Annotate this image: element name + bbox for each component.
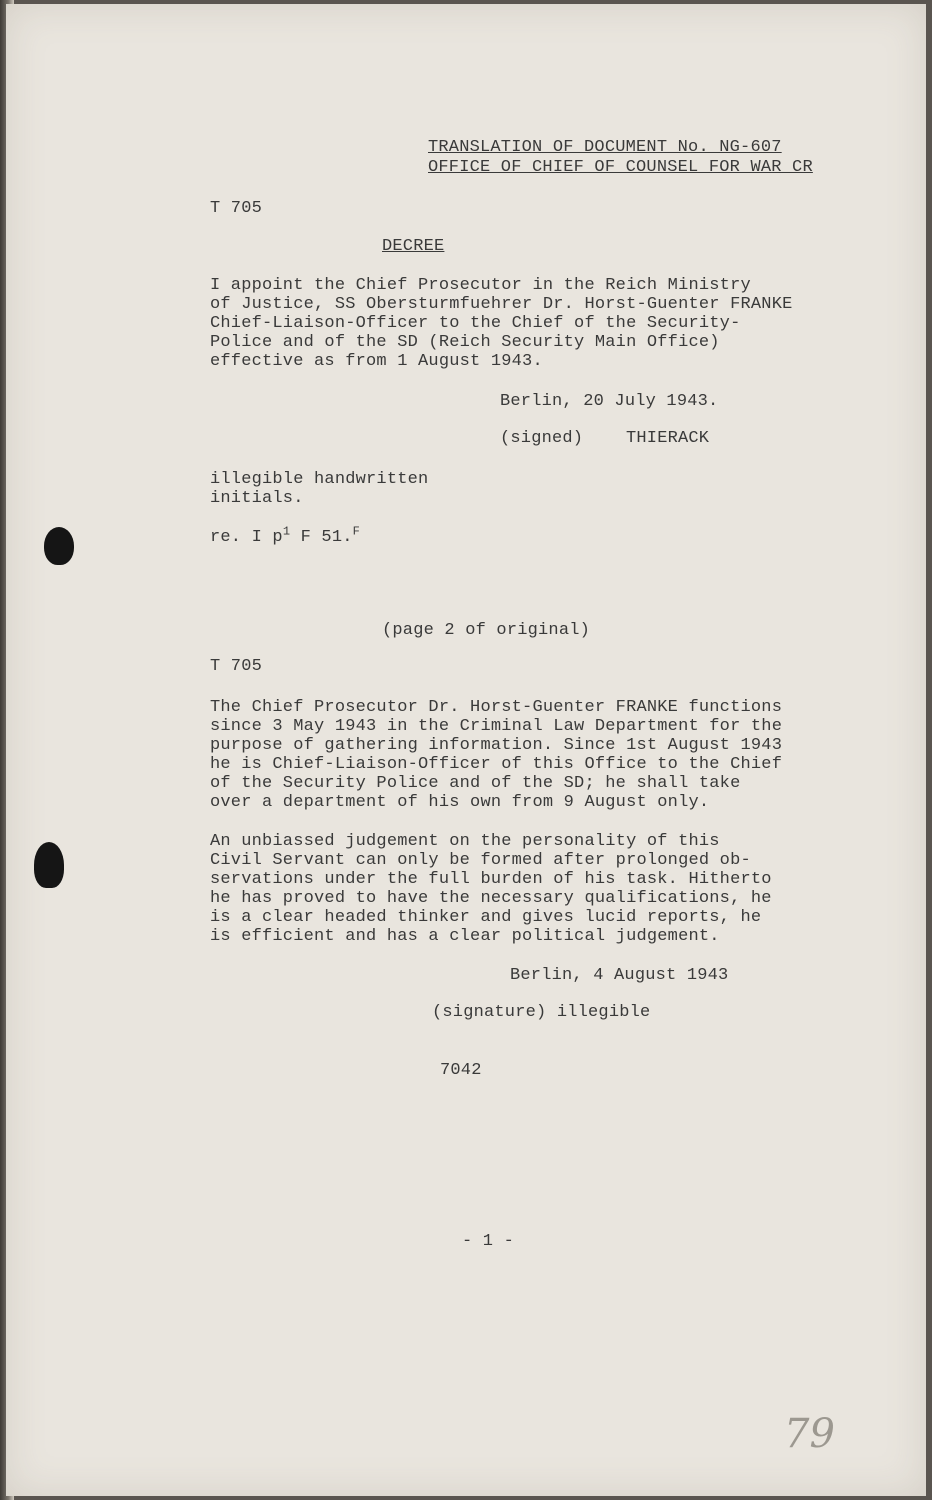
signed-name: THIERACK: [626, 429, 710, 448]
document-page: [6, 4, 926, 1496]
decree-line: I appoint the Chief Prosecutor in the Reich Ministry: [210, 276, 751, 295]
punch-hole: [44, 527, 74, 565]
file-reference: [210, 524, 361, 547]
paragraph-line: is efficient and has a clear political judgement.: [210, 927, 720, 946]
decree-line: Chief-Liaison-Officer to the Chief of the Security-: [210, 314, 741, 333]
initials-note: initials.: [210, 489, 304, 508]
decree-line: of Justice, SS Obersturmfuehrer Dr. Horst-Guenter FRANKE: [210, 295, 793, 314]
reference-number-2: T 705: [210, 657, 263, 676]
header-line-1: TRANSLATION OF DOCUMENT No. NG-607: [428, 138, 782, 157]
place-date: Berlin, 20 July 1943.: [500, 392, 719, 411]
paragraph-line: over a department of his own from 9 August only.: [210, 793, 710, 812]
decree-line: effective as from 1 August 1943.: [210, 352, 543, 371]
paragraph-line: An unbiassed judgement on the personality of this: [210, 832, 720, 851]
paragraph-line: purpose of gathering information. Since 1st August 1943: [210, 736, 783, 755]
place-date-2: Berlin, 4 August 1943: [510, 966, 729, 985]
reference-number: T 705: [210, 199, 263, 218]
initials-note: illegible handwritten: [210, 470, 429, 489]
signature-note: (signature) illegible: [432, 1003, 651, 1022]
paragraph-line: Civil Servant can only be formed after prolonged ob-: [210, 851, 751, 870]
paragraph-line: is a clear headed thinker and gives lucid reports, he: [210, 908, 762, 927]
signed-label: (signed): [500, 429, 584, 448]
paragraph-line: he has proved to have the necessary qualifications, he: [210, 889, 772, 908]
decree-title: DECREE: [382, 237, 445, 256]
paragraph-line: since 3 May 1943 in the Criminal Law Department for the: [210, 717, 783, 736]
file-reference-prefix: re. I p: [210, 528, 283, 547]
page-number: - 1 -: [462, 1232, 515, 1251]
pencil-folio-mark: 79: [784, 1411, 835, 1457]
paragraph-line: servations under the full burden of his task. Hitherto: [210, 870, 772, 889]
paragraph-line: The Chief Prosecutor Dr. Horst-Guenter FRANKE functions: [210, 698, 783, 717]
file-reference-sup: 1: [282, 524, 291, 539]
file-reference-sup2: F: [352, 524, 361, 539]
file-reference-mid: F 51.: [290, 528, 353, 547]
decree-line: Police and of the SD (Reich Security Main Office): [210, 333, 720, 352]
paragraph-line: he is Chief-Liaison-Officer of this Office to the Chief: [210, 755, 783, 774]
document-number: 7042: [440, 1061, 482, 1080]
header-line-2: OFFICE OF CHIEF OF COUNSEL FOR WAR CR: [428, 158, 813, 177]
punch-hole: [34, 842, 64, 888]
paragraph-line: of the Security Police and of the SD; he shall take: [210, 774, 741, 793]
page-note: (page 2 of original): [382, 621, 591, 640]
